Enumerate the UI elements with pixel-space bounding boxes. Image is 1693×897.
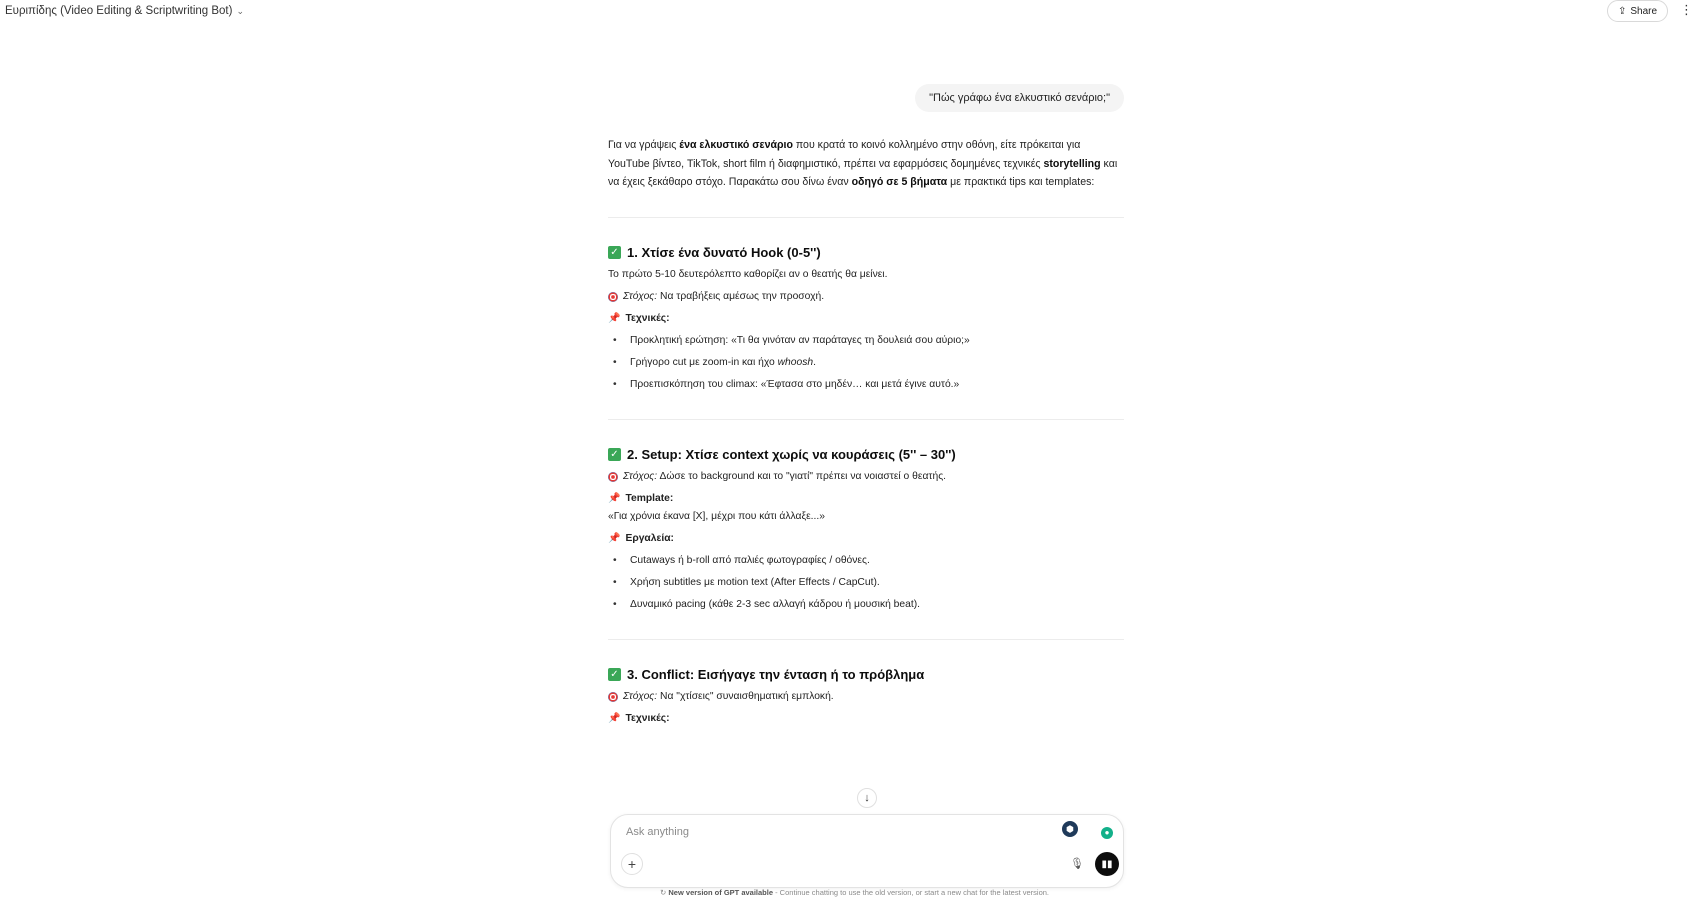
message-composer [610,814,1124,888]
check-mark-button-icon: ✓ [608,246,621,259]
version-notice-bold: New version of GPT available [668,888,774,897]
list-item: • Χρήση subtitles με motion text (After Effects / CapCut). [608,575,1124,591]
pushpin-icon: 📌 [608,312,621,324]
list-item: • Προκλητική ερώτηση: «Τι θα γινόταν αν παράταγες τη δουλειά σου αύριο;» [608,333,1124,349]
section-2-title: 2. Setup: Χτίσε context χωρίς να κουράσεις (5'' – 30'') [627,446,956,462]
plus-icon: + [627,856,637,872]
arrow-down-icon: ↓ [864,792,870,804]
share-button[interactable] [1607,0,1668,22]
section-3-title: 3. Conflict: Εισήγαγε την ένταση ή το πρόβλημα [627,666,925,682]
techniques-label: Τεχνικές: [625,312,670,324]
section-3-heading [608,667,1124,682]
share-label: Share [1630,5,1658,17]
section-2-template-text: «Για χρόνια έκανα [X], μέχρι που κάτι άλλαξε...» [608,510,825,522]
list-item: • Προεπισκόπηση του climax: «Έφτασα στο μηδέν… και μετά έγινε αυτό.» [608,377,1124,393]
voice-mode-button[interactable] [1095,852,1119,876]
intro-bold-1: ένα ελκυστικό σενάριο [679,139,793,151]
list-item: • Cutaways ή b-roll από παλιές φωτογραφίες / οθόνες. [608,553,1124,569]
intro-text-1: Για να γράψεις [608,139,680,151]
list-item: • Δυναμικό pacing (κάθε 2-3 sec αλλαγή κάδρου ή μουσική beat). [608,597,1124,613]
direct-hit-target-icon [608,292,618,302]
intro-bold-2: storytelling [1043,157,1101,170]
goal-label: Στόχος: [623,690,658,702]
goal-label: Στόχος: [623,290,658,302]
grammar-assistant-icon[interactable]: ● [1101,827,1113,839]
top-bar [0,0,1693,24]
share-icon: ⇪ [1618,5,1627,17]
section-divider [608,217,1124,218]
goal-label: Στόχος: [623,470,658,482]
version-notice-text: - Continue chatting to use the old version, or start a new chat for the latest version. [773,888,1049,897]
section-1-title: 1. Χτίσε ένα δυνατό Hook (0-5'') [627,244,821,260]
section-1-techniques [608,311,1124,327]
dictate-microphone-button[interactable] [1068,855,1086,873]
techniques-label: Τεχνικές: [625,712,670,724]
list-item: • Γρήγορο cut με zoom-in και ήχο whoosh. [608,355,1124,371]
section-1-heading [608,245,1124,260]
section-1-description: Το πρώτο 5-10 δευτερόλεπτο καθορίζει αν ο θεατής θα μείνει. [608,268,888,280]
section-2-heading [608,447,1124,462]
prompt-input[interactable] [624,823,1008,841]
section-3-goal [608,689,1124,705]
pushpin-icon: 📌 [608,492,621,504]
model-selector[interactable] [5,5,244,17]
scroll-to-bottom-button[interactable] [857,788,877,808]
more-options-icon[interactable]: ⋮ [1680,2,1693,17]
pushpin-icon: 📌 [608,532,621,544]
check-mark-button-icon: ✓ [608,448,621,461]
goal-text: Να "χτίσεις" συναισθηματική εμπλοκή. [657,690,834,702]
pushpin-icon: 📌 [608,712,621,724]
section-3-techniques [608,711,1124,727]
intro-bold-3: οδηγό σε 5 βήματα [851,176,948,188]
template-label: Template: [625,492,674,504]
attach-plus-button[interactable] [621,853,643,875]
intro-text-2: που κρατά το κοινό κολλημένο στην οθόνη, είτε πρόκειται για YouTube βίντεο, TikTok, short film ή διαφημιστικό, πρέπει να εφαρμόσεις δομημένες τεχνικές [608,139,1081,170]
refresh-icon: ↻ [660,888,667,897]
check-mark-button-icon: ✓ [608,668,621,681]
direct-hit-target-icon [608,472,618,482]
user-message-bubble: "Πώς γράφω ένα ελκυστικό σενάριο;" [915,84,1124,112]
model-name: Ευριπίδης (Video Editing & Scriptwriting Bot) [5,5,233,17]
goal-text: Να τραβήξεις αμέσως την προσοχή. [657,290,825,302]
section-2-tools [608,531,1124,547]
direct-hit-target-icon [608,692,618,702]
section-divider [608,639,1124,640]
section-2-template [608,491,1124,507]
version-notice [660,889,1049,897]
user-message-row [608,84,1124,112]
intro-text-4: με πρακτικά tips και templates: [947,176,1095,188]
extension-icon[interactable]: ⬢ [1062,821,1078,837]
waveform-icon: ▮▮ [1101,858,1113,870]
chevron-down-icon: ⌄ [236,5,244,16]
section-divider [608,419,1124,420]
section-2-goal [608,469,1124,485]
section-1-bullets [608,333,1124,393]
microphone-icon: 🎙 [1070,858,1084,870]
tools-label: Εργαλεία: [625,532,674,544]
assistant-intro [608,136,1124,192]
section-1-goal [608,289,1124,305]
goal-text: Δώσε το background και το "γιατί" πρέπει να νοιαστεί ο θεατής. [657,470,947,482]
section-2-bullets [608,553,1124,613]
conversation [608,84,1124,727]
intro-text-3: και να έχεις ξεκάθαρο στόχο. Παρακάτω σου δίνω έναν [608,157,1118,188]
